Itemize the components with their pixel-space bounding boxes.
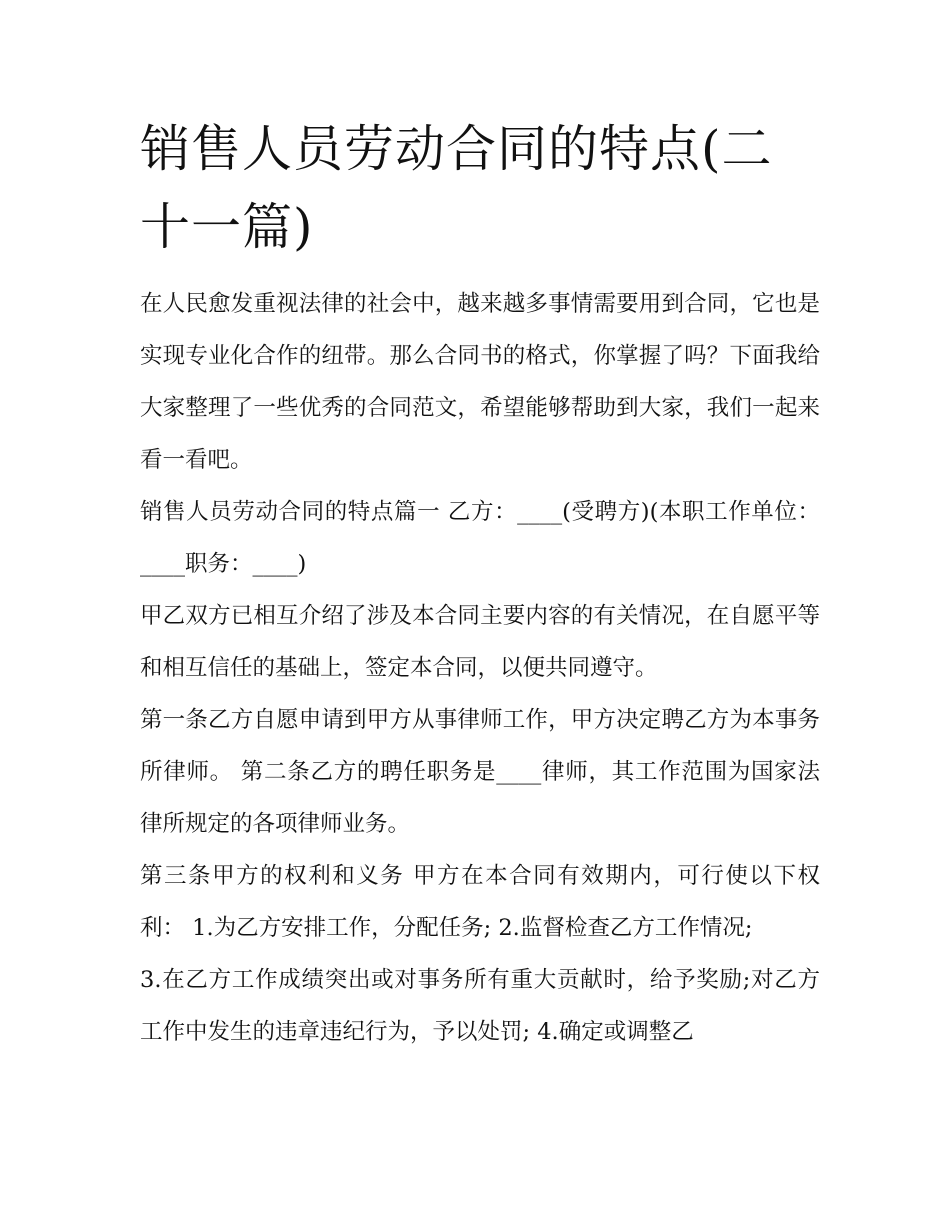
article-one-two-paragraph: 第一条乙方自愿申请到甲方从事律师工作，甲方决定聘乙方为本事务所律师。 第二条乙方的聘任职务是____律师，其工作范围为国家法律所规定的各项律师业务。: [140, 707, 820, 837]
contract-party-paragraph: 销售人员劳动合同的特点篇一 乙方：____(受聘方)(本职工作单位：____职务：____): [140, 499, 820, 577]
mutual-agreement-paragraph: 甲乙双方已相互介绍了涉及本合同主要内容的有关情况，在自愿平等和相互信任的基础上，签定本合同，以便共同遵守。: [140, 603, 820, 681]
document-title: 销售人员劳动合同的特点(二十一篇): [140, 120, 773, 256]
document-page: [140, 110, 820, 1058]
intro-paragraph: 在人民愈发重视法律的社会中，越来越多事情需要用到合同，它也是实现专业化合作的纽带。那么合同书的格式，你掌握了吗？下面我给大家整理了一些优秀的合同范文，希望能够帮助到大家，我们一起来看一看吧。: [140, 291, 820, 473]
rights-continued-paragraph: 3.在乙方工作成绩突出或对事务所有重大贡献时，给予奖励;对乙方工作中发生的违章违纪行为，予以处罚; 4.确定或调整乙: [140, 967, 820, 1045]
article-three-paragraph: 第三条甲方的权利和义务 甲方在本合同有效期内，可行使以下权利： 1.为乙方安排工作，分配任务; 2.监督检查乙方工作情况;: [140, 863, 820, 941]
